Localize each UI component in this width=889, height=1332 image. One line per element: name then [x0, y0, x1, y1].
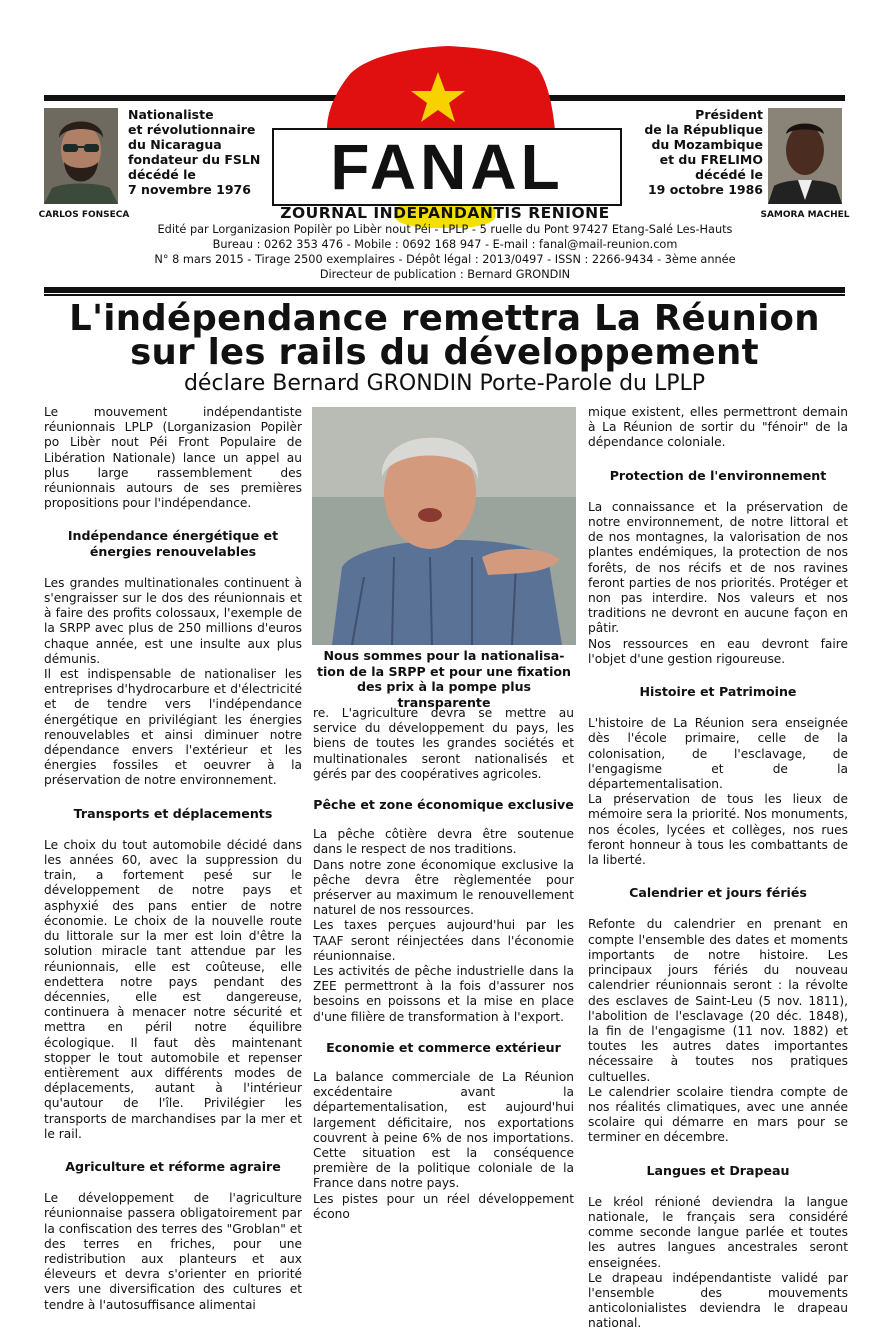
section-title-environnement: Protection de l'environnement — [609, 467, 827, 483]
section-title-economie: Economie et commerce extérieur — [326, 1039, 561, 1055]
director-line: Directeur de publication : Bernard GRONDIN — [319, 268, 571, 281]
headline-line-1: L'indépendance remettra La Réunion — [69, 298, 820, 339]
column-3 — [588, 405, 848, 1332]
masthead-logo-box — [272, 128, 622, 206]
peche-p3: Les taxes perçues aujourd'hui par les TAAF seront réinjectées dans l'économie réunionnaise. — [313, 918, 574, 963]
header-divider-thin — [44, 294, 845, 296]
column-1 — [44, 405, 302, 1313]
masthead-rule-right — [545, 95, 845, 101]
headline-line-2: sur les rails du développement — [130, 332, 759, 373]
economie-p2: Les pistes pour un réel développement écono — [313, 1191, 574, 1221]
bio-right: Président de la République du Mozambique et du FRELIMO décédé le 19 octobre 1986 — [644, 107, 763, 197]
masthead-tagline: ZOURNAL INDEPANDANTIS RENIONE — [280, 204, 610, 222]
contact-line: Bureau : 0262 353 476 - Mobile : 0692 168 947 - E-mail : fanal@mail-reunion.com — [212, 238, 678, 251]
flag-emblem — [318, 46, 558, 141]
headline-subtitle: déclare Bernard GRONDIN Porte-Parole du LPLP — [183, 371, 706, 396]
section-title-energie: Indépendance énergétique et énergies renouvelables — [67, 528, 279, 559]
bio-left: Nationaliste et révolutionnaire du Nicaragua fondateur du FSLN décédé le 7 novembre 1976 — [128, 107, 261, 197]
economie-p1: La balance commerciale de La Réunion excédentaire avant la départementalisation, est aujourd'hui largement déficitaire, nos exportations couvrent à peine 6% de nos importations. Cette situation est la conséquence première de la politique coloniale de la France dans notre pays. — [313, 1070, 574, 1191]
environnement-p1: La connaissance et la préservation de notre environnement, de notre littoral et de nos montagnes, la valorisation de nos plantes endémiques, la protection de nos forêts, de nos récifs et de nos ravines feront parties de nos priorités. Protéger et non pas interdire. Nos valeurs et nos traditions ne devront en aucune façon en pâtir. — [588, 499, 848, 636]
column-2 — [313, 706, 574, 1222]
masthead-logo: FANAL — [330, 131, 564, 203]
peche-p4: Les activités de pêche industrielle dans la ZEE permettront à la fois d'assurer nos besoins en poissons et la mise en place d'une filière de transformation à l'export. — [313, 964, 574, 1024]
header-divider — [44, 287, 845, 293]
portrait-caption-left: CARLOS FONSECA — [38, 210, 130, 220]
photo-caption: Nous sommes pour la nationalisa- tion de la SRPP et pour une fixation des prix à la pompe plus transparente — [316, 648, 572, 710]
energie-p2: Il est indispensable de nationaliser les entreprises d'hydrocarbure et d'électricité et de tendre vers l'indépendance énergétique en privilégiant les énergies renouvelables et ainsi diminuer notre dépendance envers l'extérieur et les énergies fossiles et oeuvrer à la préservation de notre environnement. — [44, 667, 302, 788]
section-title-calendrier: Calendrier et jours fériés — [629, 885, 807, 901]
transports-p1: Le choix du tout automobile décidé dans les années 60, avec la suppression du train, a fortement pesé sur le développement de notre pays et asphyxié des pans entier de notre économie. Le choix de la nouvelle route du littorale sur la mer est loin d'être la solution miracle tant attendue par les réunionnais, elle est coûteuse, elle endettera notre pays pendant des décennies, elle est dangereuse, continuera à menacer notre sécurité et mettra en péril notre équilibre écologique. Il faut dès maintenant stopper le tout automobile et repenser entièrement aux différents modes de déplacements, autant à l'intérieur qu'autour de l'île. Privilégier les transports de marchandises par la mer et le rail. — [44, 837, 302, 1141]
peche-p2: Dans notre zone économique exclusive la pêche devra être règlementée pour préserver au maximum le renouvellement naturel de nos ressources. — [313, 857, 574, 918]
langues-p2: Le drapeau indépendantiste validé par l'ensemble des mouvements anticolonialistes deviendra le drapeau national. — [588, 1270, 848, 1331]
agriculture-p1: Le développement de l'agriculture réunionnaise passera obligatoirement par la confiscation des terres des "Groblan" et des terres en friches, pour une redistribution aux planteurs et aux éleveurs et devra s'orienter en priorité vers une diversification des cultures et tendre à l'autosuffisance alimentai — [44, 1191, 302, 1312]
masthead-rule-left — [44, 95, 344, 101]
calendrier-p1: Refonte du calendrier en prenant en compte l'ensemble des dates et moments importants de notre histoire. Les principaux jours fériés du nouveau calendrier réunionnais seront : la révolte des esclaves de Saint-Leu (5 nov. 1811), l'abolition de l'esclavage (20 déc. 1848), la fin de l'engagisme (11 nov. 1882) et toutes les autres dates importantes nécessaire à toutes nos pratiques cultuelles. — [588, 917, 848, 1084]
section-title-agriculture: Agriculture et réforme agraire — [65, 1158, 281, 1174]
section-title-langues: Langues et Drapeau — [646, 1162, 790, 1178]
intro-paragraph: Le mouvement indépendantiste réunionnais LPLP (Lorganizasion Popilèr po Libèr nout Péi Front Populaire de Libération Nationale) lance un appel au plus large rassemblement des réunionnais autours de ses premières propositions pour l'indépendance. — [44, 405, 302, 511]
photo-bernard-grondin — [312, 407, 576, 645]
peche-p1: La pêche côtière devra être soutenue dans le respect de nos traditions. — [313, 827, 574, 857]
publisher-line: Edité par Lorganizasion Popilèr po Libèr nout Péi - LPLP - 5 ruelle du Pont 97427 Etang-Salé Les-Hauts — [157, 223, 733, 236]
energie-p1: Les grandes multinationales continuent à s'engraisser sur le dos des réunionnais et à faire des profits colossaux, l'exemple de la SRPP avec plus de 250 millions d'euros chaque année, est une insulte aux plus démunis. — [44, 575, 302, 666]
economie-p3: mique existent, elles permettront demain à La Réunion de sortir du "fénoir" de la dépendance coloniale. — [588, 405, 848, 450]
langues-p1: Le kréol rénioné deviendra la langue nationale, le français sera considéré comme seconde langue parlée et toutes les autres langues ancestrales seront enseignées. — [588, 1194, 848, 1270]
histoire-p2: La préservation de tous les lieux de mémoire sera la priorité. Nos monuments, nos écoles, lycées et collèges, nos rues feront honneur à tous les combattants de la liberté. — [588, 792, 848, 868]
section-title-peche: Pêche et zone économique exclusive — [313, 797, 574, 813]
portrait-carlos-fonseca — [44, 108, 118, 204]
histoire-p1: L'histoire de La Réunion sera enseignée dès l'école primaire, celle de la colonisation, de l'esclavage, de l'engagisme et de la départementalisation. — [588, 716, 848, 792]
section-title-histoire: Histoire et Patrimoine — [639, 684, 797, 700]
agriculture-p2: re. L'agriculture devra se mettre au service du développement du pays, les biens de toutes les grandes sociétés et multinationales seront nationalisés et gérés par des coopératives agricoles. — [313, 706, 574, 781]
calendrier-p2: Le calendrier scolaire tiendra compte de nos réalités climatiques, avec une année scolaire qui démarre en mars pour se terminer en décembre. — [588, 1084, 848, 1145]
issue-line: N° 8 mars 2015 - Tirage 2500 exemplaires - Dépôt légal : 2013/0497 - ISSN : 2266-9434 - 3ème année — [154, 253, 736, 266]
portrait-samora-machel — [768, 108, 842, 204]
environnement-p2: Nos ressources en eau devront faire l'objet d'une gestion rigoureuse. — [588, 636, 848, 666]
section-title-transports: Transports et déplacements — [73, 805, 273, 821]
portrait-caption-right: SAMORA MACHEL — [760, 210, 850, 220]
